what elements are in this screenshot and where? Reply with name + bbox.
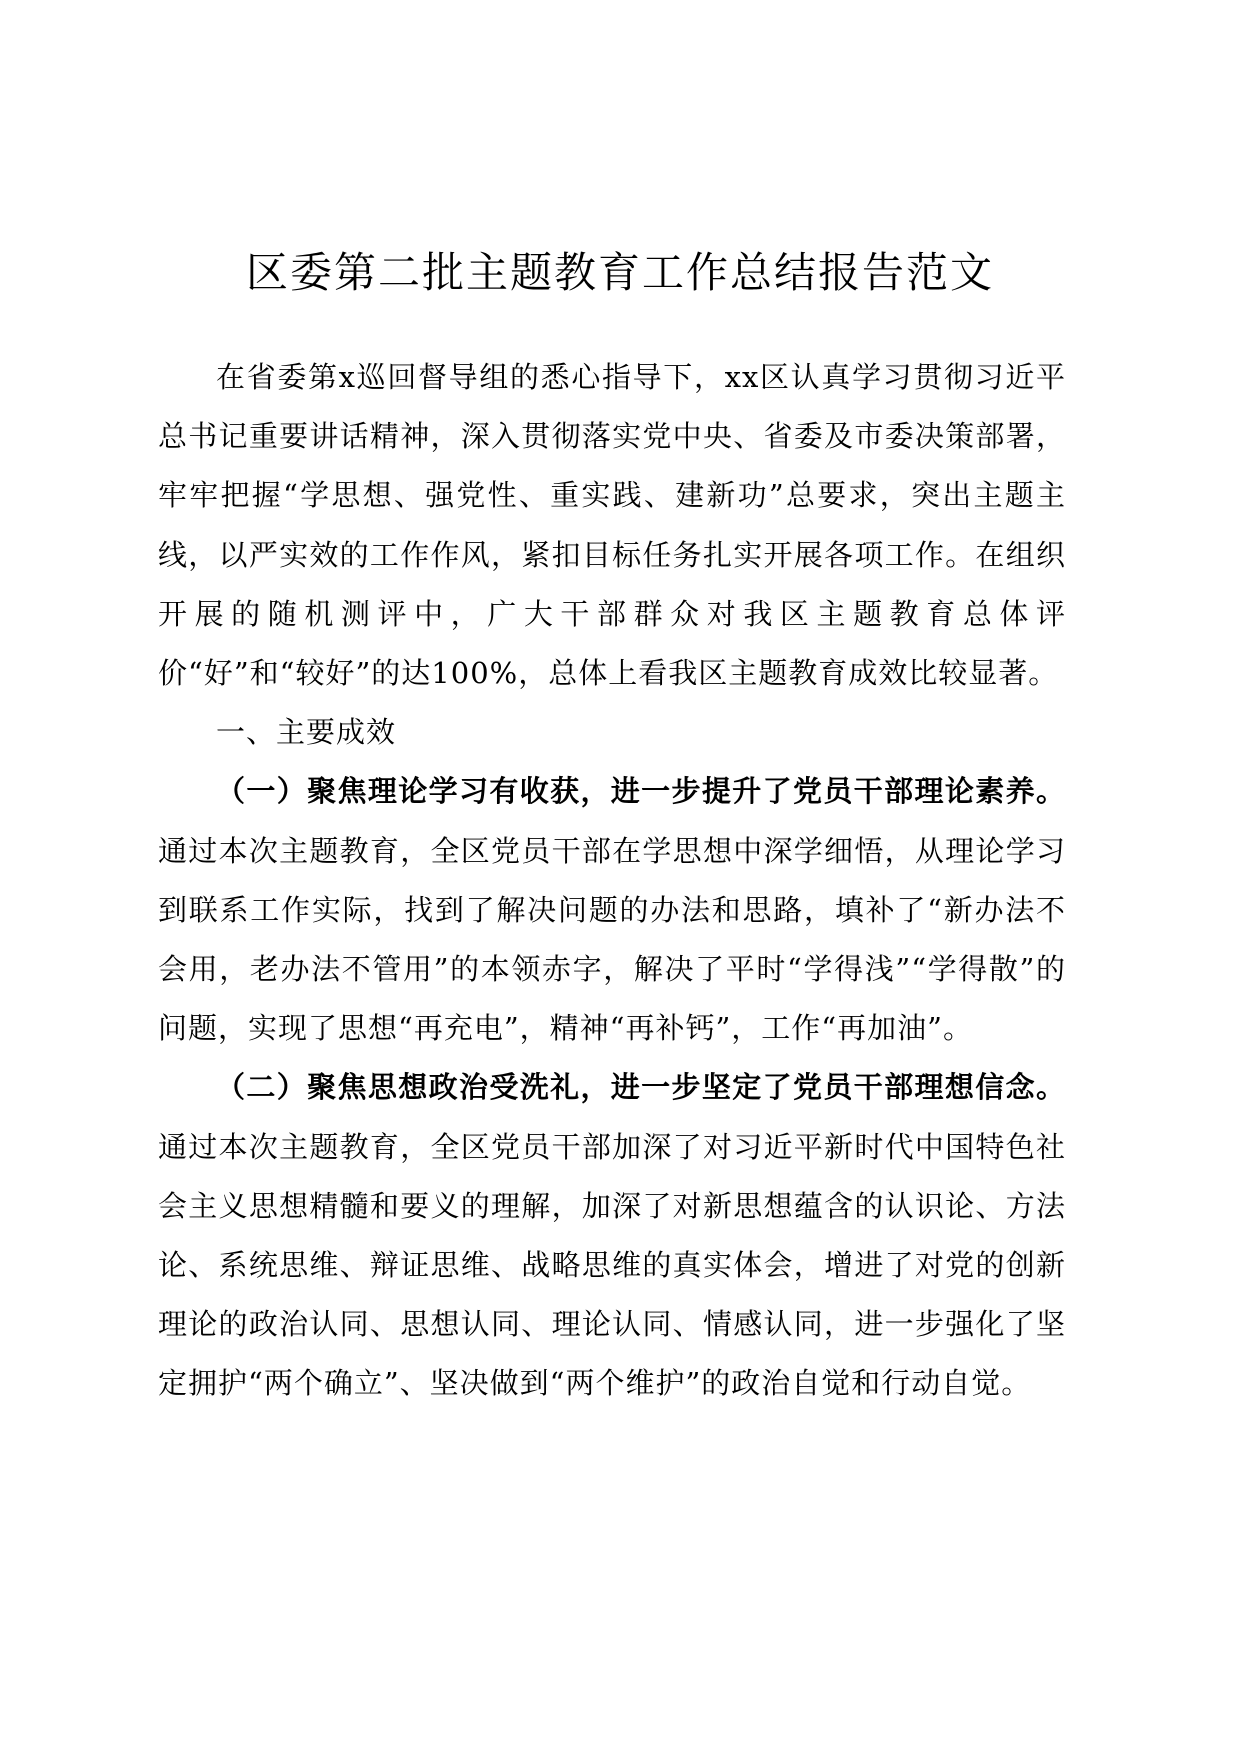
achievement-body-1: 通过本次主题教育，全区党员干部在学思想中深学细悟，从理论学习到联系工作实际，找到了解决问题的办法和思路，填补了“新办法不会用，老办法不管用”的本领赤字，解决了平时“学得浅”“学得散”的问题，实现了思想“再充电”，精神“再补钙”，工作“再加油”。 <box>158 833 1066 1046</box>
achievement-lead-1: （一）聚焦理论学习有收获，进一步提升了党员干部理论素养。 <box>216 774 1066 809</box>
achievement-lead-2: （二）聚焦思想政治受洗礼，进一步坚定了党员干部理想信念。 <box>216 1070 1066 1105</box>
achievement-paragraph-1 <box>158 762 1066 1058</box>
document-body <box>158 348 1066 1414</box>
document-title: 区委第二批主题教育工作总结报告范文 <box>245 248 994 297</box>
intro-paragraph: 在省委第x巡回督导组的悉心指导下，xx区认真学习贯彻习近平总书记重要讲话精神，深入贯彻落实党中央、省委及市委决策部署，牢牢把握“学思想、强党性、重实践、建新功”总要求，突出主题主线，以严实效的工作作风，紧扣目标任务扎实开展各项工作。在组织开展的随机测评中，广大干部群众对我区主题教育总体评价“好”和“较好”的达100%，总体上看我区主题教育成效比较显著。 <box>158 360 1066 691</box>
achievement-paragraph-2 <box>158 1058 1066 1413</box>
achievement-body-2: 通过本次主题教育，全区党员干部加深了对习近平新时代中国特色社会主义思想精髓和要义的理解，加深了对新思想蕴含的认识论、方法论、系统思维、辩证思维、战略思维的真实体会，增进了对党的创新理论的政治认同、思想认同、理论认同、情感认同，进一步强化了坚定拥护“两个确立”、坚决做到“两个维护”的政治自觉和行动自觉。 <box>158 1129 1066 1401</box>
section-heading: 一、主要成效 <box>216 715 397 750</box>
